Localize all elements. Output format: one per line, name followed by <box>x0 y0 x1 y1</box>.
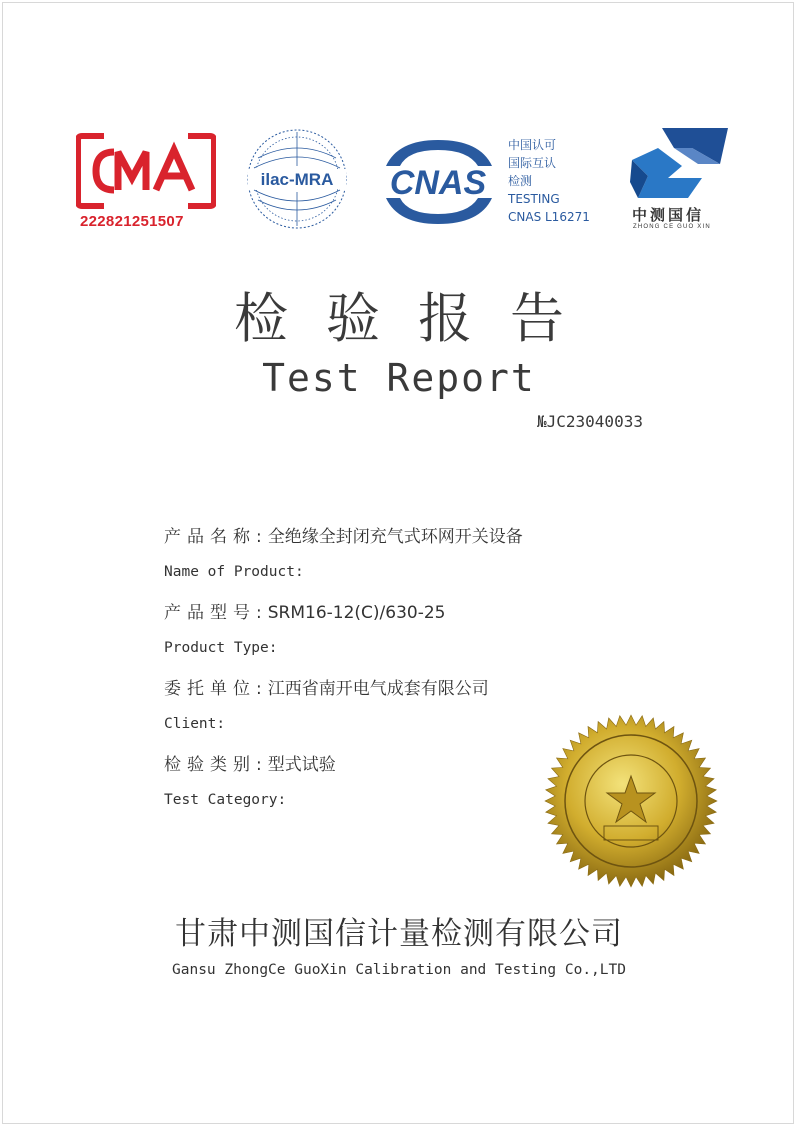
field-value: 型式试验 <box>267 755 336 775</box>
zcgx-logo-icon <box>628 126 732 200</box>
organization-name-cn: 甘肃中测国信计量检测有限公司 <box>175 916 623 952</box>
cnas-line: TESTING <box>508 192 560 206</box>
organization-name-en: Gansu ZhongCe GuoXin Calibration and Testing Co.,LTD <box>172 962 626 978</box>
title-cn: 检验报告 <box>234 287 602 350</box>
cnas-line: 中国认可 <box>508 138 557 152</box>
cnas-line: CNAS L16271 <box>508 210 590 224</box>
zcgx-name-en: ZHONG CE GUO XIN <box>633 224 711 230</box>
field-label: 检验类别: <box>164 755 268 775</box>
field-label: 产品名称: <box>164 527 268 547</box>
field-value: SRM16-12(C)/630-25 <box>267 603 446 623</box>
gold-seal-icon <box>544 714 718 888</box>
field-client <box>164 674 489 699</box>
field-value: 江西省南开电气成套有限公司 <box>267 679 489 699</box>
cma-logo-icon <box>76 130 216 212</box>
cnas-line: 国际互认 <box>508 156 557 170</box>
cnas-logo-icon <box>378 136 500 228</box>
ilac-text: ilac-MRA <box>260 170 334 189</box>
field-label: 产品型号: <box>164 603 268 623</box>
cnas-mark: CNAS <box>389 164 487 202</box>
report-number: №JC23040033 <box>537 412 643 431</box>
field-label-en: Product Type: <box>164 640 278 656</box>
field-product-type <box>164 598 445 623</box>
cnas-accreditation-text <box>508 136 590 226</box>
field-product-name <box>164 522 523 547</box>
field-label-en: Name of Product: <box>164 564 304 580</box>
field-test-category <box>164 750 336 775</box>
field-label-en: Client: <box>164 716 226 732</box>
field-label-en: Test Category: <box>164 792 287 808</box>
zcgx-name-cn: 中测国信 <box>632 206 705 224</box>
ilac-mra-logo-icon <box>246 128 348 230</box>
title-en: Test Report <box>262 356 536 400</box>
cma-number: 222821251507 <box>80 213 184 230</box>
cnas-line: 检测 <box>508 174 533 188</box>
field-label: 委托单位: <box>164 679 268 699</box>
field-value: 全绝缘全封闭充气式环网开关设备 <box>267 527 523 547</box>
